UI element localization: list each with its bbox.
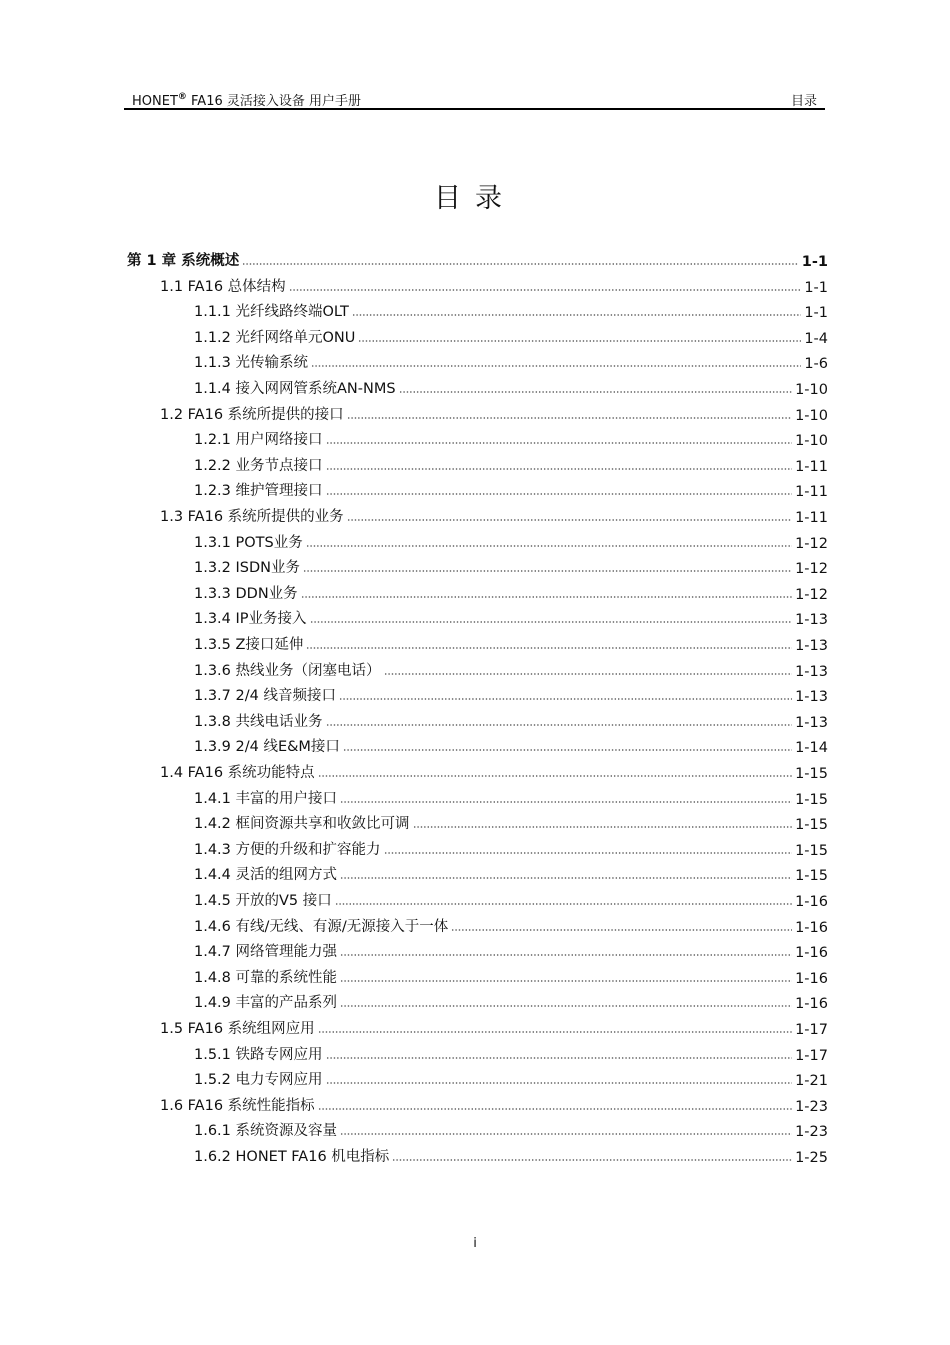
dot-leader: [326, 492, 793, 496]
toc-entry-page: 1-15: [795, 791, 828, 808]
toc-entry-label: 1.1 FA16 总体结构: [160, 278, 286, 295]
toc-entry-page: 1-10: [795, 433, 828, 450]
dot-leader: [384, 851, 793, 855]
toc-entry-label: 1.4 FA16 系统功能特点: [160, 765, 315, 781]
toc-entry-label: 1.3.3 DDN业务: [194, 585, 298, 602]
toc-entry[interactable]: [127, 376, 828, 398]
header-title-text: FA16 灵活接入设备 用户手册: [186, 94, 362, 109]
running-header: [124, 88, 825, 110]
toc-entry[interactable]: [127, 658, 828, 680]
dot-leader: [340, 979, 792, 983]
toc-entry-page: 1-10: [795, 407, 828, 424]
toc-entry[interactable]: [127, 1067, 828, 1089]
toc-entry[interactable]: [127, 606, 828, 628]
dot-leader: [326, 441, 793, 445]
dot-leader: [318, 1107, 792, 1111]
toc-entry-label: 1.4.7 网络管理能力强: [194, 944, 338, 961]
toc-entry[interactable]: [127, 504, 828, 526]
toc-entry-page: 1-17: [795, 1047, 828, 1064]
toc-entry[interactable]: [127, 274, 828, 296]
toc-entry-label: 1.2.3 维护管理接口: [194, 483, 323, 500]
toc-entry-label: 1.5.2 电力专网应用: [194, 1072, 323, 1089]
toc-entry-label: 1.5 FA16 系统组网应用: [160, 1021, 315, 1037]
toc-entry-page: 1-11: [795, 484, 828, 501]
toc-entry-page: 1-16: [795, 919, 828, 936]
toc-entry-page: 1-16: [795, 996, 828, 1013]
toc-entry-page: 1-16: [795, 970, 828, 987]
toc-entry-label: 第 1 章 系统概述: [127, 253, 240, 269]
toc-entry[interactable]: [127, 632, 828, 654]
toc-entry-label: 1.1.3 光传输系统: [194, 355, 309, 372]
toc-entry[interactable]: [127, 299, 828, 321]
toc-entry[interactable]: [127, 555, 828, 577]
toc-entry-label: 1.3.4 IP业务接入: [194, 611, 307, 628]
toc-entry-label: 1.2.1 用户网络接口: [194, 432, 323, 449]
toc-entry-page: 1-11: [795, 458, 828, 475]
toc-entry-page: 1-15: [795, 868, 828, 885]
dot-leader: [306, 544, 792, 548]
toc-entry-page: 1-12: [795, 535, 828, 552]
toc-entry-page: 1-16: [795, 894, 828, 910]
toc-entry-label: 1.4.1 丰富的用户接口: [194, 790, 338, 807]
toc-entry-page: 1-15: [795, 766, 828, 782]
dot-leader: [339, 697, 792, 701]
toc-entry-page: 1-14: [795, 740, 828, 757]
toc-entry[interactable]: [127, 709, 828, 731]
dot-leader: [399, 390, 793, 394]
toc-entry[interactable]: [127, 786, 828, 808]
toc-entry-label: 1.6.2 HONET FA16 机电指标: [194, 1149, 390, 1165]
toc-entry[interactable]: [127, 530, 828, 552]
toc-entry[interactable]: [127, 1042, 828, 1064]
toc-entry-page: 1-23: [795, 1124, 828, 1141]
toc-entry-label: 1.4.6 有线/无线、有源/无源接入于一体: [194, 918, 449, 935]
dot-leader: [340, 953, 792, 957]
toc-entry[interactable]: [127, 350, 828, 372]
toc-entry-label: 1.4.9 丰富的产品系列: [194, 995, 338, 1012]
toc-entry-page: 1-13: [795, 638, 828, 654]
toc-entry-page: 1-25: [795, 1150, 828, 1166]
dot-leader: [340, 876, 792, 880]
toc-entry-page: 1-13: [795, 689, 828, 706]
toc-entry-label: 1.3.5 Z接口延伸: [194, 637, 304, 653]
toc-entry-label: 1.3 FA16 系统所提供的业务: [160, 509, 344, 525]
dot-leader: [318, 1030, 792, 1034]
toc-entry-page: 1-1: [804, 305, 828, 322]
toc-entry[interactable]: [127, 427, 828, 449]
toc-entry[interactable]: [127, 939, 828, 961]
toc-entry-page: 1-16: [795, 945, 828, 962]
toc-entry-label: 1.1.4 接入网网管系统AN-NMS: [194, 381, 396, 397]
dot-leader: [384, 672, 793, 676]
toc-entry[interactable]: [127, 965, 828, 987]
toc-entry[interactable]: [127, 1118, 828, 1140]
toc-entry[interactable]: [127, 914, 828, 936]
toc-entry-label: 1.3.9 2/4 线E&M接口: [194, 739, 340, 756]
dot-leader: [340, 800, 792, 804]
toc-entry[interactable]: [127, 478, 828, 500]
toc-entry-page: 1-13: [795, 663, 828, 680]
dot-leader: [343, 748, 792, 752]
dot-leader: [413, 825, 793, 829]
dot-leader: [392, 1158, 792, 1162]
dot-leader: [289, 288, 802, 292]
toc-entry-label: 1.3.8 共线电话业务: [194, 713, 323, 730]
toc-entry-label: 1.2 FA16 系统所提供的接口: [160, 406, 344, 423]
dot-leader: [358, 339, 801, 343]
toc-entry-page: 1-13: [795, 612, 828, 629]
toc-entry-label: 1.4.8 可靠的系统性能: [194, 969, 338, 986]
toc-entry-page: 1-1: [804, 279, 828, 296]
dot-leader: [311, 364, 801, 368]
dot-leader: [242, 262, 799, 266]
toc-entry[interactable]: [127, 402, 828, 424]
toc-entry[interactable]: [127, 453, 828, 475]
toc-entry-label: 1.3.1 POTS业务: [194, 534, 303, 551]
toc-entry[interactable]: [127, 1016, 828, 1038]
toc-entry-label: 1.3.7 2/4 线音频接口: [194, 688, 336, 705]
toc-entry-label: 1.3.2 ISDN业务: [194, 560, 300, 577]
dot-leader: [340, 1132, 792, 1136]
dot-leader: [451, 928, 792, 932]
toc-entry-page: 1-12: [795, 586, 828, 603]
toc-entry-label: 1.1.2 光纤网络单元ONU: [194, 329, 356, 346]
toc-entry[interactable]: [127, 760, 828, 782]
toc-entry[interactable]: [127, 325, 828, 347]
toc-entry[interactable]: [127, 990, 828, 1012]
header-section: 目录: [790, 94, 817, 109]
toc-entry-page: 1-21: [795, 1073, 828, 1090]
toc-entry-page: 1-17: [795, 1022, 828, 1038]
dot-leader: [340, 1004, 792, 1008]
toc-entry-page: 1-1: [801, 254, 828, 270]
dot-leader: [326, 1081, 793, 1085]
toc-entry-page: 1-4: [804, 330, 828, 347]
toc-entry-page: 1-10: [795, 382, 828, 398]
toc-entry-label: 1.4.3 方便的升级和扩容能力: [194, 841, 381, 858]
toc-entry[interactable]: [127, 1144, 828, 1166]
dot-leader: [352, 313, 801, 317]
header-doc-title: [132, 90, 361, 109]
dot-leader: [306, 646, 792, 650]
page-number: i: [473, 1236, 477, 1251]
header-brand: HONET: [132, 94, 178, 109]
toc-entry[interactable]: [127, 683, 828, 705]
dot-leader: [326, 723, 793, 727]
toc-entry-label: 1.4.2 框间资源共享和收敛比可调: [194, 816, 410, 833]
toc-entry-page: 1-15: [795, 842, 828, 859]
toc-entry-label: 1.3.6 热线业务（闭塞电话）: [194, 662, 381, 679]
toc-entry[interactable]: [127, 888, 828, 910]
dot-leader: [303, 569, 792, 573]
dot-leader: [326, 1056, 793, 1060]
toc-entry-page: 1-23: [795, 1098, 828, 1115]
toc-entry-page: 1-12: [795, 561, 828, 578]
toc-entry-label: 1.4.4 灵活的组网方式: [194, 867, 338, 884]
dot-leader: [347, 518, 792, 522]
registered-mark: ®: [177, 91, 187, 102]
toc-entry[interactable]: [127, 248, 828, 270]
dot-leader: [347, 416, 792, 420]
toc-entry-label: 1.1.1 光纤线路终端OLT: [194, 304, 349, 321]
toc-entry-page: 1-6: [804, 356, 828, 373]
toc-entry[interactable]: [127, 837, 828, 859]
toc-entry[interactable]: [127, 862, 828, 884]
toc-entry-label: 1.4.5 开放的V5 接口: [194, 893, 332, 909]
toc-entry-label: 1.2.2 业务节点接口: [194, 457, 323, 474]
toc-entry[interactable]: [127, 1093, 828, 1115]
toc-entry-page: 1-11: [795, 510, 828, 526]
toc-entry[interactable]: [127, 581, 828, 603]
dot-leader: [310, 620, 793, 624]
toc-entry-label: 1.5.1 铁路专网应用: [194, 1046, 323, 1063]
page-title: 目录: [434, 183, 516, 214]
toc-entry[interactable]: [127, 811, 828, 833]
dot-leader: [335, 902, 792, 906]
toc-entry-label: 1.6 FA16 系统性能指标: [160, 1097, 315, 1114]
dot-leader: [318, 774, 792, 778]
toc-entry-label: 1.6.1 系统资源及容量: [194, 1123, 338, 1140]
toc-entry-page: 1-15: [795, 817, 828, 834]
toc-entry-page: 1-13: [795, 714, 828, 731]
dot-leader: [301, 595, 792, 599]
dot-leader: [326, 467, 793, 471]
toc-entry[interactable]: [127, 734, 828, 756]
